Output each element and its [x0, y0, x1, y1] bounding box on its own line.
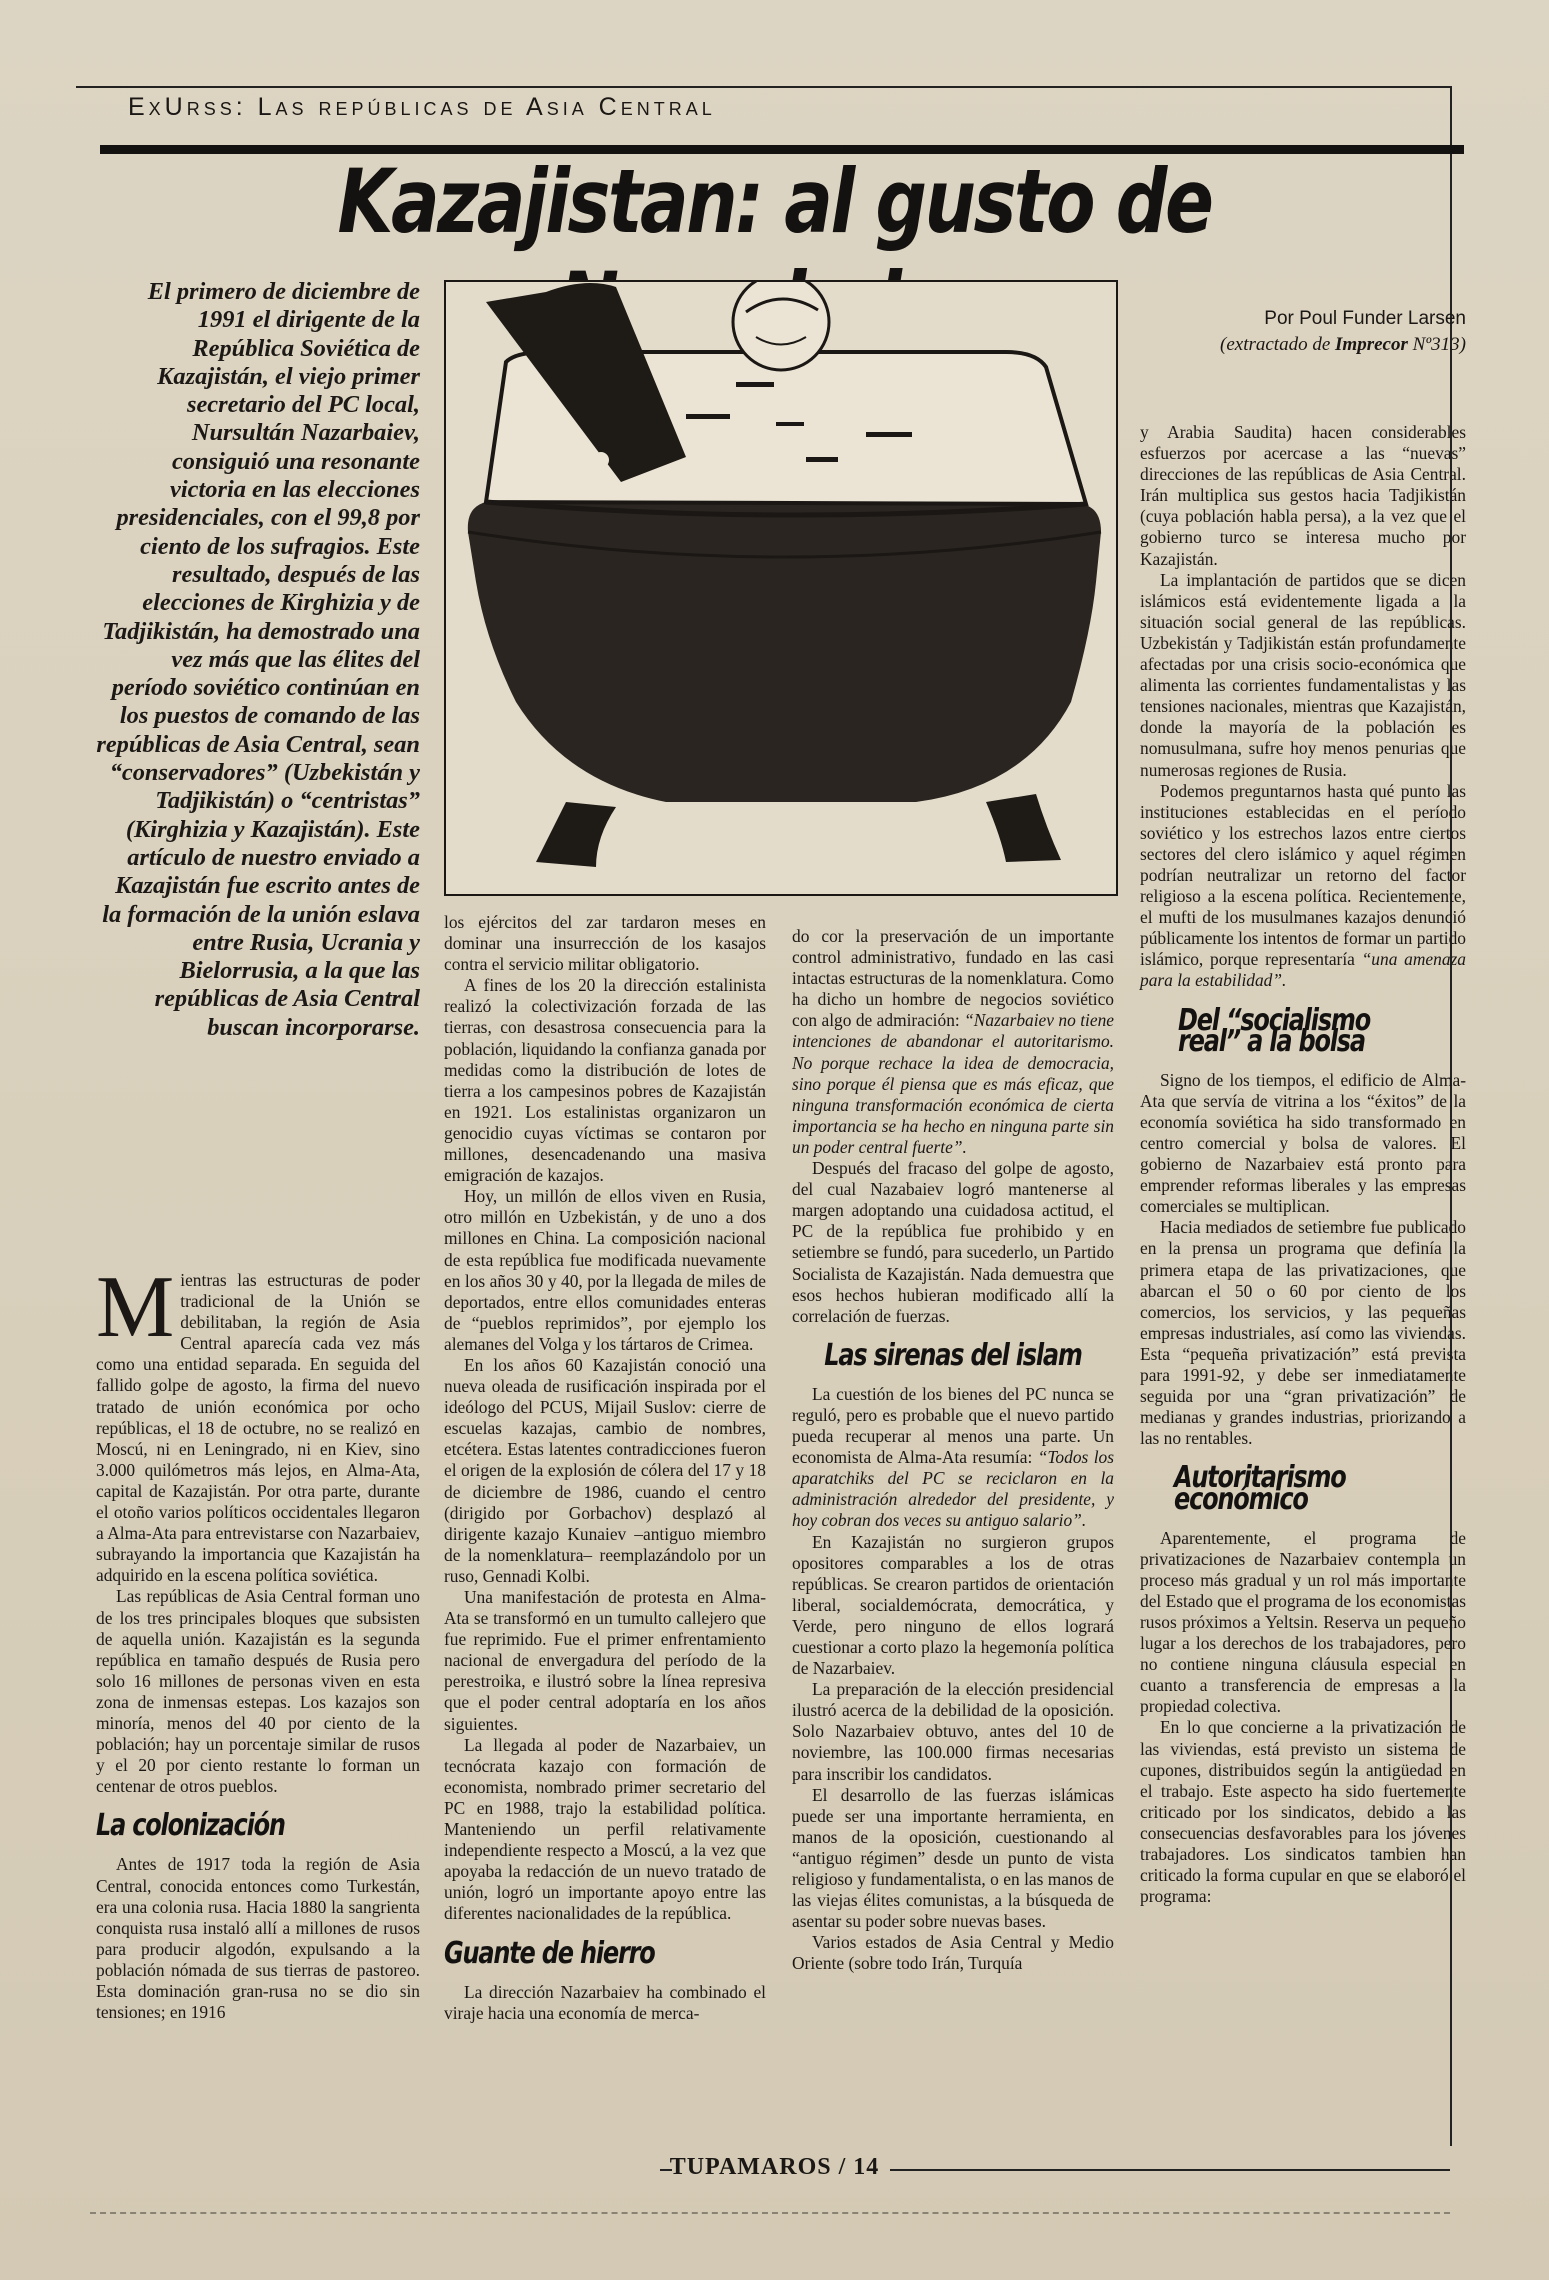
editorial-cartoon: [444, 280, 1118, 896]
paragraph: En Kazajistán no surgieron grupos opositores comparables a los de otras repúblicas. Se crearon partidos de orientación liberal, socialdemócrata, democrática, y Verde, pero ninguno de ellos logrará cuestionar a corto plazo la hegemonía política de Nazarbaiev.: [792, 1531, 1114, 1679]
subheading-autoritarismo-economico: Autoritarismo económico: [1174, 1460, 1346, 1517]
section-kicker: ExUrss: Las repúblicas de Asia Central: [128, 93, 716, 121]
paragraph: A fines de los 20 la dirección estalinista realizó la colectivización forzada de las tierras, con desastrosa consecuencia para la población, liquidando la confianza ganada por medidas como la distribución de lotes de tierra a los campesinos pobres de Kazajistán en 1921. Los estalinistas organizaron un genocidio cuyas víctimas se contaron por millones, desencadenando una masiva emigración de kazajos.: [444, 975, 766, 1186]
paragraph: Hoy, un millón de ellos viven en Rusia, otro millón en Uzbekistán, y de uno a dos millones en China. La composición nacional de esta república fue modificada nuevamente en los años 30 y 40, por la llegada de miles de deportados, entre ellos comunidades enteras de “pueblos reprimidos”, por ejemplo los alemanes del Volga y los tártaros de Crimea.: [444, 1186, 766, 1354]
paragraph: Podemos preguntarnos hasta qué punto las instituciones establecidas en el período soviético y los estrechos lazos entre ciertos sectores del clero islámico y aquel régimen podrían neutralizar un retorno del factor religioso a la escena política. Recientemente, el mufti de los musulmanes kazajos denunció públicamente los intentos de formar un partido islámico, porque representaría “una amenaza para la estabilidad”.: [1140, 780, 1466, 991]
paragraph: los ejércitos del zar tardaron meses en dominar una insurrección de los kasajos contra el servicio militar obligatorio.: [444, 912, 766, 975]
byline: [1130, 308, 1466, 356]
page-folio: TUPAMAROS / 14: [669, 2154, 880, 2180]
drop-cap: M: [96, 1259, 175, 1356]
subheading-guante-de-hierro: Guante de hierro: [444, 1935, 655, 1971]
article-column-3: [792, 926, 1114, 1975]
byline-source: (extractado de Imprecor Nº313): [1220, 334, 1466, 355]
paragraph: La implantación de partidos que se dicen islámicos está evidentemente ligada a la situación social general de las repúblicas. Uzbekistán y Tadjikistán están profundamente afectadas por una crisis socio-económica que alimenta las corrientes fundamentalistas y las tensiones nacionales, mientras que Kazajistán, donde la mayoría de la población es nomusulmana, sufre hoy menos penurias que numerosas regiones de Rusia.: [1140, 569, 1466, 780]
paragraph: Hacia mediados de setiembre fue publicado en la prensa un programa que definía la primera etapa de las privatizaciones, que abarcan el 50 o 60 por ciento de los comercios, los servicios, y las pequeñas empresas industriales, así como las viviendas. Esta “pequeña privatización” está prevista para 1991-92, y debe ser inmediatamente seguida por una “gran privatización” de medianas y grandes industrias, priorizando a las no rentables.: [1140, 1217, 1466, 1449]
paragraph: do cor la preservación de un importante control administrativo, fundado en las casi intactas estructuras de la nomenklatura. Como ha dicho un hombre de negocios soviético con algo de admiración: “Nazarbaiev no tiene intenciones de abandonar el autoritarismo. No porque rechace la idea de democracia, sino porque él piensa que es más eficaz, que ninguna transformación económica de cierta importancia se ha hecho en ninguna parte sin un poder central fuerte”.: [792, 926, 1114, 1157]
paragraph: Una manifestación de protesta en Alma-Ata se transformó en un tumulto callejero que fue reprimido. Fue el primer enfrentamiento nacional de envergadura del período de la perestroika, e ilustró sobre la línea represiva que el poder central adoptaría en los años siguientes.: [444, 1587, 766, 1734]
subheading-colonizacion: La colonización: [96, 1808, 285, 1844]
paragraph: En lo que concierne a la privatización de las viviendas, está previsto un sistema de cupones, distribuidos según la antigüedad en el trabajo. Este aspecto ha sido fuertemente criticado por los sindicatos, debido a las consecuencias desfavorables para los jóvenes trabajadores. Los sindicatos tambien han criticado la forma cupular en que se elaboró el programa:: [1140, 1717, 1466, 1907]
paragraph: La cuestión de los bienes del PC nunca se reguló, pero es probable que el nuevo partido pueda recuperar al menos una parte. Un economista de Alma-Ata resumía: “Todos los aparatchiks del PC se reciclaron en la administración alrededor del presidente, y hoy cobran dos veces su antiguo salario”.: [792, 1383, 1114, 1531]
fold-dashed-line: [90, 2212, 1450, 2214]
paragraph: y Arabia Saudita) hacen considerables esfuerzos por acercase a las “nuevas” direcciones de las repúblicas de Asia Central. Irán multiplica sus gestos hacia Tadjikistán (cuya población habla persa), a la vez que el gobierno turco se interesa mucho por Kazajistán.: [1140, 422, 1466, 569]
subheading-sirenas-del-islam: Las sirenas del islam: [824, 1337, 1082, 1373]
footer-rule-right: [890, 2169, 1450, 2171]
paragraph: Aparentemente, el programa de privatizaciones de Nazarbaiev contempla un proceso más gradual y un rol más importante del Estado que el programa de los economistas rusos próximos a Yeltsin. Reserva un pequeño lugar a los derechos de los trabajadores, pero no contiene ninguna cláusula especial en cuanto a transferencia de empresas a la propiedad colectiva.: [1140, 1527, 1466, 1717]
lead-paragraph: El primero de diciembre de 1991 el dirigente de la República Soviética de Kazajistán, el viejo primer secretario del PC local, Nursultán Nazarbaiev, consiguió una resonante victoria en las elecciones presidenciales, con el 99,8 por ciento de los sufragios. Este resultado, después de las elecciones de Kirghizia y de Tadjikistán, ha demostrado una vez más que las élites del período soviético continúan en los puestos de comando de las repúblicas de Asia Central, sean “conservadores” (Uzbekistán y Tadjikistán) o “centristas” (Kirghizia y Kazajistán). Este artículo de nuestro enviado a Kazajistán fue escrito antes de la formación de la unión eslava entre Rusia, Ucrania y Bielorrusia, a la que las repúblicas de Asia Central buscan incorporarse.: [96, 278, 420, 1041]
top-frame-line: [76, 86, 1452, 88]
subheading-socialismo-real: Del “socialismo real” a la bolsa: [1178, 1002, 1370, 1059]
paragraph: Mientras las estructuras de poder tradicional de la Unión se debilitaban, la región de Asia Central aparecía cada vez más como una entidad separada. En seguida del fallido golpe de agosto, la firma del nuevo tratado de unión económica por ocho repúblicas, el 18 de octubre, no se realizó en Moscú, ni en Leningrado, ni en Kiev, sino 3.000 quilómetros más lejos, en Alma-Ata, capital de Kazajistán. Por otra parte, durante el otoño varios políticos occidentales llegaron a Alma-Ata para entrevistarse con Nazarbaiev, subrayando la importancia que Kazajistán ha adquirido en la escena política soviética.: [96, 1259, 420, 1586]
article-column-4: [1140, 422, 1466, 1907]
byline-author: Por Poul Funder Larsen: [1264, 308, 1466, 329]
paragraph: El desarrollo de las fuerzas islámicas puede ser una importante herramienta, en manos de la oposición, cuestionando al “antiguo régimen” desde un punto de vista religioso y fundamentalista, o en las manos de las viejas élites comunistas, a la búsqueda de asentar su poder sobre nuevas bases.: [792, 1784, 1114, 1932]
paragraph: Después del fracaso del golpe de agosto, del cual Nazabaiev logró mantenerse al margen adoptando una cuidadosa actitud, el PC de la república fue prohibido y en setiembre se fundó, para sucederlo, un Partido Socialista de Kazajistán. Nada demuestra que esos hechos hubieran modificado allí la correlación de fuerzas.: [792, 1158, 1114, 1326]
paragraph: La preparación de la elección presidencial ilustró acerca de la debilidad de la oposición. Solo Nazarbaiev obtuvo, antes del 10 de noviembre, las 100.000 firmas necesarias para inscribir los candidatos.: [792, 1679, 1114, 1784]
article-column-1: [96, 1259, 420, 2023]
article-column-2: [444, 912, 766, 2024]
bathtub-cartoon-illustration: [446, 282, 1116, 894]
paragraph: En los años 60 Kazajistán conoció una nueva oleada de rusificación inspirada por el ideólogo del PCUS, Mijail Suslov: cierre de escuelas kazajas, cambio de nombres, etcétera. Estas latentes contradicciones fueron el origen de la explosión de cólera del 17 y 18 de diciembre de 1986, cuando el centro (dirigido por Gorbachov) desplazó al dirigente kazajo Kunaiev –antiguo miembro de la nomenklatura– reemplazándolo por un ruso, Gennadi Kolbi.: [444, 1354, 766, 1586]
paragraph: Antes de 1917 toda la región de Asia Central, conocida entonces como Turkestán, era una colonia rusa. Hacia 1880 la sangrienta conquista rusa instaló allí a millones de rusos para producir algodón, expulsando a la población nómada de sus tierras de pastoreo. Esta dominación gran-rusa no se dio sin tensiones; en 1916: [96, 1854, 420, 2023]
paragraph: La llegada al poder de Nazarbaiev, un tecnócrata kazajo con formación de economista, nombrado primer secretario del PC en 1988, trajo la estabilidad política. Manteniendo un perfil relativamente independiente respecto a Moscú, a la vez que apoyaba la redacción de un nuevo tratado de unión, logró un importante apoyo entre las diferentes nacionalidades de la república.: [444, 1734, 766, 1924]
paragraph: Varios estados de Asia Central y Medio Oriente (sobre todo Irán, Turquía: [792, 1932, 1114, 1974]
paragraph: La dirección Nazarbaiev ha combinado el viraje hacia una economía de merca-: [444, 1981, 766, 2023]
article-headline: Kazajistan: al gusto de: [337, 150, 1212, 253]
paragraph: Las repúblicas de Asia Central forman uno de los tres principales bloques que subsisten de aquella unión. Kazajistán es la segunda república en tamaño después de Rusia pero solo 16 millones de personas viven en esta zona de inmensas estepas. Los kazajos son minoría, menos del 40 por ciento de la población; hay un porcentaje similar de rusos y el 20 por ciento restante lo forman un centenar de otros pueblos.: [96, 1586, 420, 1797]
paragraph: Signo de los tiempos, el edificio de Alma-Ata que servía de vitrina a los “éxitos” de la economía soviética ha sido transformado en centro comercial y bolsa de valores. El gobierno de Nazarbaiev está pronto para emprender reformas liberales y las empresas comerciales se multiplican.: [1140, 1069, 1466, 1217]
